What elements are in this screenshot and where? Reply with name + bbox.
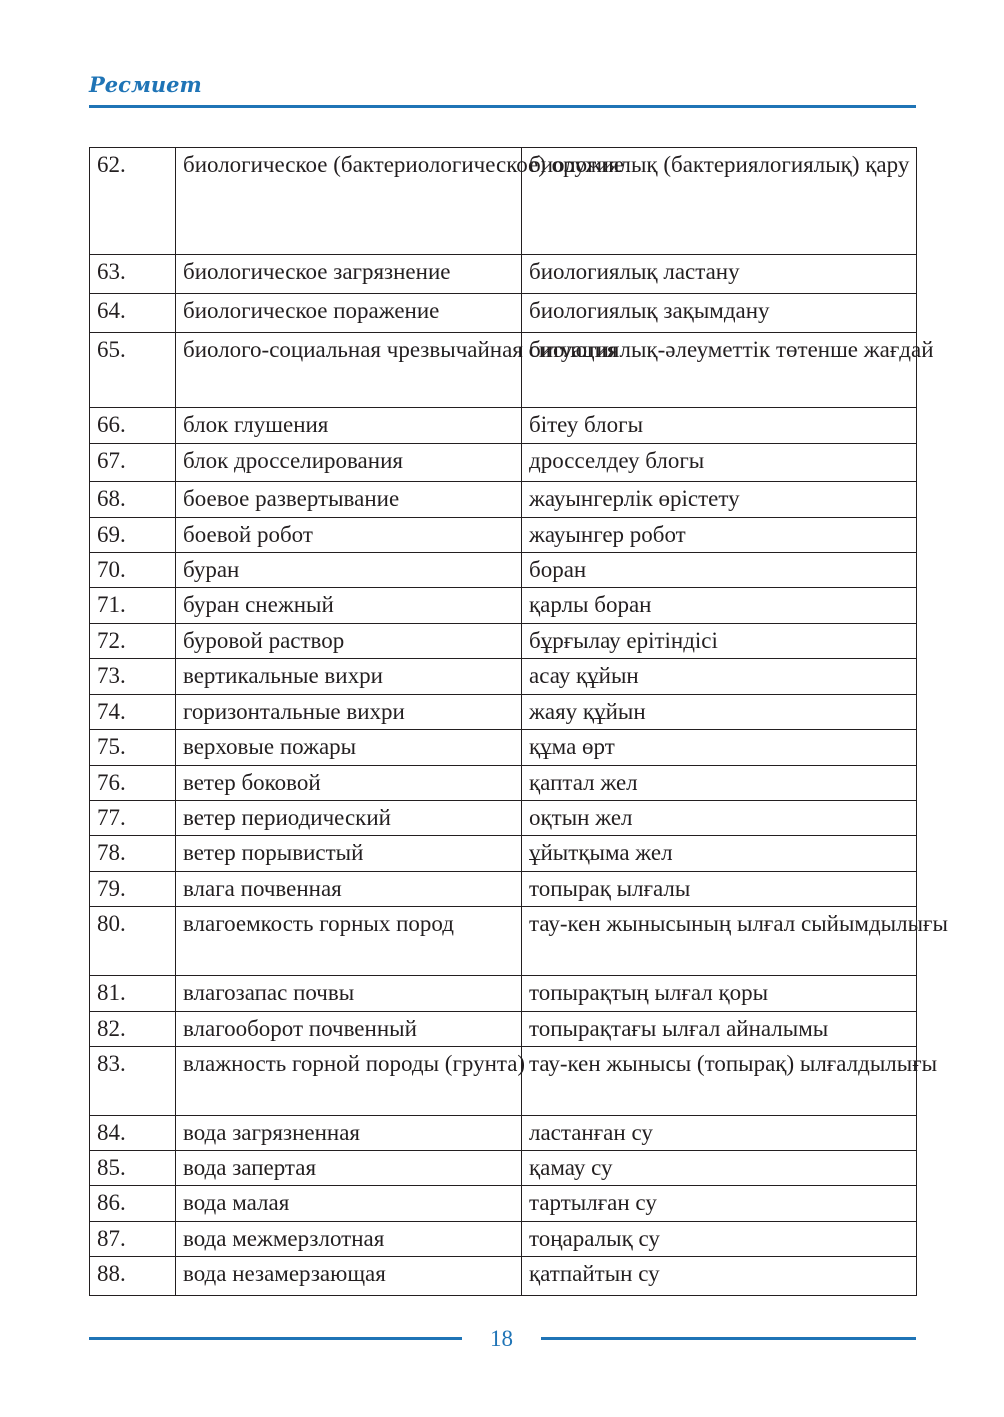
term-kazakh: биологиялық-әлеуметтік төтенше жағдай (522, 333, 917, 408)
table-row (90, 907, 917, 976)
term-kazakh: топырақ ылғалы (522, 872, 917, 907)
row-number: 79. (90, 872, 176, 907)
row-number: 88. (90, 1257, 176, 1296)
term-russian: ветер периодический (176, 801, 522, 836)
term-kazakh: тау-кен жынысының ылғал сыйымдылығы (522, 907, 917, 976)
row-number: 63. (90, 255, 176, 294)
term-russian: влажность горной породы (грунта) (176, 1047, 522, 1116)
term-kazakh: жауынгер робот (522, 518, 917, 553)
term-kazakh: боран (522, 553, 917, 588)
term-russian: вода загрязненная (176, 1116, 522, 1151)
row-number: 76. (90, 766, 176, 801)
row-number: 72. (90, 624, 176, 659)
term-kazakh: топырақтың ылғал қоры (522, 976, 917, 1012)
table-row (90, 801, 917, 836)
table-row (90, 766, 917, 801)
term-russian: блок глушения (176, 408, 522, 444)
term-russian: горизонтальные вихри (176, 695, 522, 730)
header-rule (89, 105, 916, 108)
row-number: 74. (90, 695, 176, 730)
row-number: 77. (90, 801, 176, 836)
footer-rule-left (89, 1337, 462, 1340)
row-number: 81. (90, 976, 176, 1012)
term-kazakh: асау құйын (522, 659, 917, 695)
table-row (90, 730, 917, 766)
table-row (90, 1012, 917, 1047)
term-kazakh: жауынгерлік өрістету (522, 482, 917, 518)
term-russian: ветер боковой (176, 766, 522, 801)
footer-rule-right (541, 1337, 916, 1340)
table-row (90, 836, 917, 872)
term-kazakh: тартылған су (522, 1186, 917, 1222)
table-row (90, 518, 917, 553)
term-kazakh: оқтын жел (522, 801, 917, 836)
term-russian: буран снежный (176, 588, 522, 624)
row-number: 86. (90, 1186, 176, 1222)
term-russian: вода межмерзлотная (176, 1222, 522, 1257)
table-row (90, 872, 917, 907)
section-title: Ресмиет (89, 72, 202, 97)
term-russian: биологическое загрязнение (176, 255, 522, 294)
term-russian: буран (176, 553, 522, 588)
term-kazakh: биологиялық зақымдану (522, 294, 917, 333)
term-kazakh: тау-кен жынысы (топырақ) ылғалдылығы (522, 1047, 917, 1116)
row-number: 62. (90, 148, 176, 255)
term-russian: верховые пожары (176, 730, 522, 766)
table-row (90, 148, 917, 255)
row-number: 73. (90, 659, 176, 695)
row-number: 67. (90, 444, 176, 482)
term-russian: боевой робот (176, 518, 522, 553)
term-russian: вода незамерзающая (176, 1257, 522, 1296)
term-kazakh: ұйытқыма жел (522, 836, 917, 872)
term-russian: буровой раствор (176, 624, 522, 659)
glossary-table (89, 147, 948, 1296)
term-russian: влагоемкость горных пород (176, 907, 522, 976)
row-number: 82. (90, 1012, 176, 1047)
page-number: 18 (490, 1326, 513, 1351)
row-number: 65. (90, 333, 176, 408)
table-row (90, 294, 917, 333)
term-russian: вода запертая (176, 1151, 522, 1186)
row-number: 69. (90, 518, 176, 553)
table-row (90, 333, 917, 408)
table-row (90, 624, 917, 659)
table-row (90, 1116, 917, 1151)
term-kazakh: құма өрт (522, 730, 917, 766)
term-russian: блок дросселирования (176, 444, 522, 482)
row-number: 87. (90, 1222, 176, 1257)
term-kazakh: жаяу құйын (522, 695, 917, 730)
row-number: 70. (90, 553, 176, 588)
term-russian: вертикальные вихри (176, 659, 522, 695)
row-number: 80. (90, 907, 176, 976)
row-number: 71. (90, 588, 176, 624)
table-row (90, 1222, 917, 1257)
term-kazakh: тоңаралық су (522, 1222, 917, 1257)
table-row (90, 976, 917, 1012)
table-row (90, 1151, 917, 1186)
row-number: 84. (90, 1116, 176, 1151)
term-kazakh: қаптал жел (522, 766, 917, 801)
table-row (90, 659, 917, 695)
term-kazakh: топырақтағы ылғал айналымы (522, 1012, 917, 1047)
row-number: 83. (90, 1047, 176, 1116)
term-kazakh: қамау су (522, 1151, 917, 1186)
term-kazakh: бұрғылау ерітіндісі (522, 624, 917, 659)
term-kazakh: дросселдеу блогы (522, 444, 917, 482)
table-row (90, 1047, 917, 1116)
term-kazakh: бітеу блогы (522, 408, 917, 444)
term-kazakh: қарлы боран (522, 588, 917, 624)
table-row (90, 1257, 917, 1296)
table-row (90, 588, 917, 624)
row-number: 78. (90, 836, 176, 872)
term-kazakh: биологиялық (бактериялогиялық) қару (522, 148, 917, 255)
row-number: 85. (90, 1151, 176, 1186)
term-russian: биолого-социальная чрезвычайная ситуация (176, 333, 522, 408)
term-russian: ветер порывистый (176, 836, 522, 872)
term-kazakh: қатпайтын су (522, 1257, 917, 1296)
row-number: 66. (90, 408, 176, 444)
table-row (90, 695, 917, 730)
term-russian: влагозапас почвы (176, 976, 522, 1012)
term-russian: влага почвенная (176, 872, 522, 907)
table-row (90, 553, 917, 588)
term-kazakh: биологиялық ластану (522, 255, 917, 294)
term-russian: биологическое поражение (176, 294, 522, 333)
table-row (90, 408, 917, 444)
table-row (90, 482, 917, 518)
term-russian: биологическое (бактериологическое) оружие (176, 148, 522, 255)
row-number: 75. (90, 730, 176, 766)
table-row (90, 444, 917, 482)
table-row (90, 255, 917, 294)
row-number: 64. (90, 294, 176, 333)
table-row (90, 1186, 917, 1222)
term-russian: влагооборот почвенный (176, 1012, 522, 1047)
row-number: 68. (90, 482, 176, 518)
term-kazakh: ластанған су (522, 1116, 917, 1151)
term-russian: боевое развертывание (176, 482, 522, 518)
term-russian: вода малая (176, 1186, 522, 1222)
